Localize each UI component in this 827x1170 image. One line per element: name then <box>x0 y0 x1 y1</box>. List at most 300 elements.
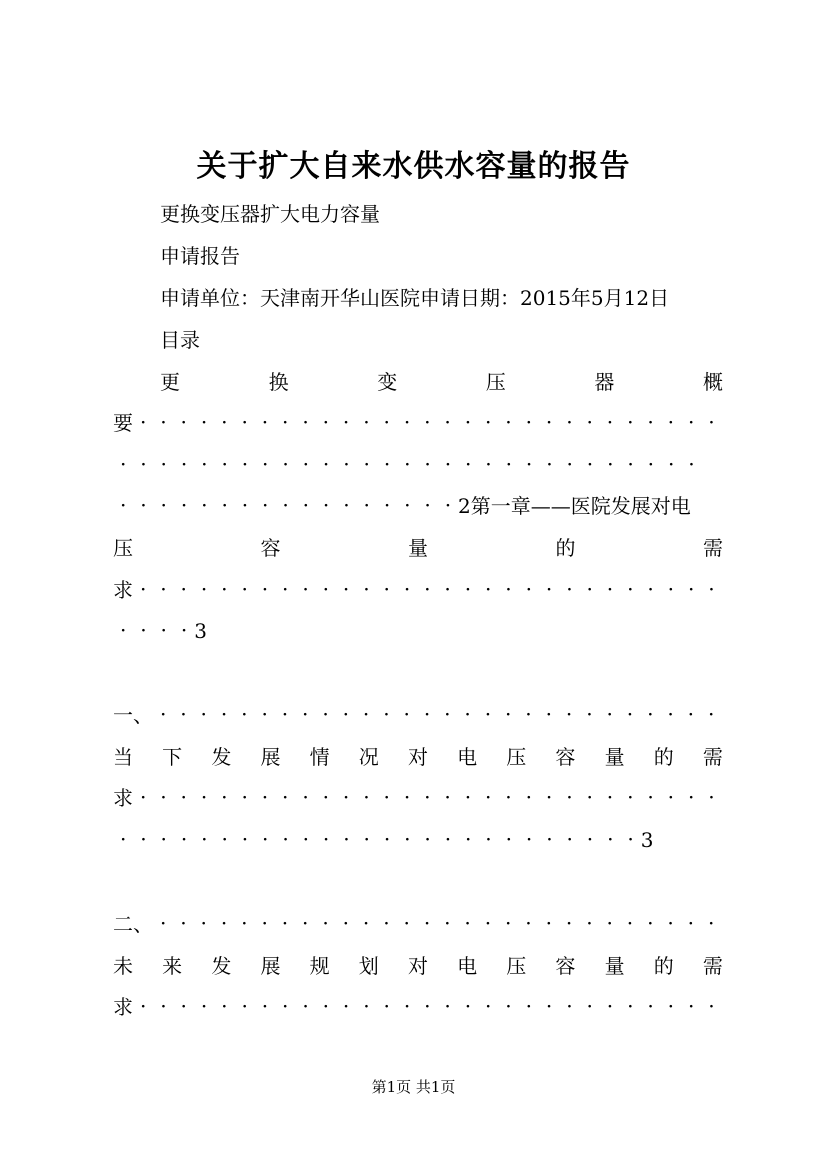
leader-dot: · <box>242 790 248 806</box>
toc-char: 需 <box>703 536 723 560</box>
leader-dot: · <box>303 790 308 806</box>
leader-dot: · <box>424 790 430 806</box>
toc-item2-leader-2 <box>113 616 723 646</box>
leader-dot: · <box>262 498 268 514</box>
toc-char: 的 <box>653 954 674 978</box>
leader-dot: · <box>282 582 288 598</box>
leader-dot: · <box>546 832 552 848</box>
leader-dot: · <box>587 457 593 473</box>
leader-dot: · <box>648 790 653 806</box>
leader-dot: · <box>444 707 450 723</box>
leader-dot: · <box>586 916 592 932</box>
leader-dot: · <box>201 415 207 431</box>
leader-dot: · <box>302 707 308 723</box>
leader-dot: · <box>709 415 714 431</box>
leader-dot: · <box>445 415 451 431</box>
leader-dot: · <box>627 790 633 806</box>
leader-dot: · <box>587 999 593 1015</box>
leader-dot: · <box>343 415 349 431</box>
toc-char: 当 <box>113 745 133 769</box>
leader-dot: · <box>688 999 694 1015</box>
toc-item2-spread <box>113 533 723 563</box>
leader-dot: · <box>425 498 431 514</box>
toc-page-number: 3 <box>194 619 207 643</box>
leader-dot: · <box>283 457 288 473</box>
leader-dot: · <box>546 457 552 473</box>
leader-dot: · <box>140 415 146 431</box>
leader-dot: · <box>485 790 491 806</box>
leader-dot: · <box>526 707 531 723</box>
leader-dot: · <box>222 498 228 514</box>
leader-dot: · <box>140 582 146 598</box>
leader-dot: · <box>505 916 511 932</box>
leader-dot: · <box>262 790 268 806</box>
leader-dot: · <box>363 707 369 723</box>
leader-dot: · <box>161 832 167 848</box>
toc-page-number: 3 <box>640 828 654 852</box>
leader-dot: · <box>647 707 653 723</box>
leader-dot: · <box>323 498 329 514</box>
toc-item1-spread <box>160 367 723 397</box>
toc-char: 对 <box>407 954 428 978</box>
leader-dot: · <box>709 999 714 1015</box>
document-type: 申请报告 <box>160 244 240 268</box>
toc-char: 量 <box>408 536 428 560</box>
leader-dot: · <box>384 832 390 848</box>
leader-dot: · <box>181 832 187 848</box>
leader-dot: · <box>506 999 511 1015</box>
toc-char: 器 <box>594 370 615 394</box>
leader-dot: · <box>141 498 146 514</box>
leader-dot: · <box>181 498 187 514</box>
leader-dot: · <box>424 415 430 431</box>
leader-dot: · <box>384 582 390 598</box>
leader-dot: · <box>424 707 430 723</box>
leader-dot: · <box>688 707 694 723</box>
leader-dot: · <box>506 457 512 473</box>
leader-dot: · <box>587 582 593 598</box>
leader-dot: · <box>546 582 552 598</box>
leader-dot: · <box>201 707 207 723</box>
leader-dot: · <box>424 582 430 598</box>
leader-dot: · <box>668 707 673 723</box>
leader-dot: · <box>668 415 674 431</box>
leader-dot: · <box>343 999 349 1015</box>
leader-dot: · <box>323 832 329 848</box>
leader-dot: · <box>404 999 410 1015</box>
leader-dot: · <box>343 498 349 514</box>
toc-char: 要 <box>113 411 133 435</box>
leader-dot: · <box>201 498 207 514</box>
leader-dot: · <box>404 498 410 514</box>
toc-char: 电 <box>457 954 478 978</box>
leader-dot: · <box>323 707 328 723</box>
leader-dot: · <box>363 790 369 806</box>
leader-dot: · <box>587 415 593 431</box>
leader-dot: · <box>607 916 613 932</box>
toc-char: 量 <box>604 954 625 978</box>
dot-leader <box>133 575 722 605</box>
leader-dot: · <box>201 582 207 598</box>
leader-dot: · <box>465 790 471 806</box>
leader-dot: · <box>627 999 633 1015</box>
toc-char: 发 <box>211 745 232 769</box>
leader-dot: · <box>262 707 268 723</box>
leader-dot: · <box>161 582 166 598</box>
leader-dot: · <box>709 582 714 598</box>
leader-dot: · <box>506 415 511 431</box>
leader-dot: · <box>364 498 370 514</box>
toc-char: 电 <box>457 745 478 769</box>
leader-dot: · <box>627 582 633 598</box>
toc-char: 求 <box>113 578 133 602</box>
leader-dot: · <box>668 999 674 1015</box>
leader-dot: · <box>648 457 654 473</box>
leader-dot: · <box>282 916 288 932</box>
leader-dot: · <box>627 916 633 932</box>
leader-dot: · <box>445 832 451 848</box>
leader-dot: · <box>120 498 126 514</box>
leader-dot: · <box>424 916 430 932</box>
toc-item1-leader-2 <box>113 450 723 480</box>
dot-leader <box>113 491 458 521</box>
leader-dot: · <box>566 582 572 598</box>
leader-dot: · <box>323 415 329 431</box>
leader-dot: · <box>465 707 471 723</box>
toc-item3-leader-2 <box>113 825 723 855</box>
leader-dot: · <box>343 457 349 473</box>
leader-dot: · <box>445 999 451 1015</box>
leader-dot: · <box>343 790 349 806</box>
leader-dot: · <box>384 999 390 1015</box>
leader-dot: · <box>688 916 694 932</box>
leader-dot: · <box>323 582 329 598</box>
leader-dot: · <box>181 999 187 1015</box>
toc-char: 需 <box>702 954 723 978</box>
leader-dot: · <box>668 916 673 932</box>
leader-dot: · <box>282 707 288 723</box>
toc-item1-leader-1 <box>113 408 723 438</box>
leader-dot: · <box>363 582 369 598</box>
leader-dot: · <box>546 415 552 431</box>
leader-dot: · <box>485 415 491 431</box>
leader-dot: · <box>668 790 674 806</box>
leader-dot: · <box>383 707 389 723</box>
leader-dot: · <box>689 457 694 473</box>
leader-dot: · <box>303 457 309 473</box>
leader-dot: · <box>221 790 227 806</box>
leader-dot: · <box>607 999 613 1015</box>
leader-dot: · <box>323 916 328 932</box>
leader-dot: · <box>465 582 471 598</box>
leader-dot: · <box>221 916 227 932</box>
toc-char: 展 <box>260 954 281 978</box>
leader-dot: · <box>668 582 674 598</box>
leader-dot: · <box>384 415 390 431</box>
leader-dot: · <box>161 623 167 639</box>
toc-item4-spread <box>113 951 723 981</box>
leader-dot: · <box>241 707 247 723</box>
leader-dot: · <box>262 457 268 473</box>
leader-dot: · <box>647 916 653 932</box>
dot-leader <box>153 909 721 939</box>
leader-dot: · <box>506 832 512 848</box>
leader-dot: · <box>262 916 268 932</box>
applicant-line: 申请单位：天津南开华山医院申请日期：2015年5月12日 <box>160 286 670 310</box>
leader-dot: · <box>303 415 308 431</box>
leader-dot: · <box>648 999 653 1015</box>
leader-dot: · <box>566 707 572 723</box>
leader-dot: · <box>526 999 532 1015</box>
leader-dot: · <box>668 457 674 473</box>
leader-dot: · <box>587 832 593 848</box>
leader-dot: · <box>526 457 532 473</box>
toc-char: 的 <box>555 536 576 560</box>
leader-dot: · <box>303 999 308 1015</box>
toc-char: 规 <box>309 954 330 978</box>
leader-dot: · <box>282 415 288 431</box>
toc-item2-leader-1 <box>113 575 723 605</box>
leader-dot: · <box>485 707 491 723</box>
toc-char: 量 <box>604 745 625 769</box>
leader-dot: · <box>404 457 410 473</box>
leader-dot: · <box>221 415 227 431</box>
dot-leader <box>153 700 721 730</box>
toc-prefix: 二、 <box>113 912 153 936</box>
leader-dot: · <box>708 707 714 723</box>
leader-dot: · <box>465 415 471 431</box>
leader-dot: · <box>526 582 532 598</box>
toc-heading: 目录 <box>160 328 200 352</box>
leader-dot: · <box>465 916 471 932</box>
toc-char: 发 <box>211 954 232 978</box>
toc-char: 容 <box>260 536 281 560</box>
leader-dot: · <box>424 999 430 1015</box>
leader-dot: · <box>607 832 613 848</box>
leader-dot: · <box>709 790 714 806</box>
leader-dot: · <box>201 832 207 848</box>
leader-dot: · <box>465 832 471 848</box>
toc-char: 来 <box>162 954 183 978</box>
leader-dot: · <box>242 582 248 598</box>
toc-char: 更 <box>160 370 180 394</box>
leader-dot: · <box>303 498 309 514</box>
leader-dot: · <box>141 832 146 848</box>
leader-dot: · <box>627 415 633 431</box>
leader-dot: · <box>242 832 248 848</box>
leader-dot: · <box>323 457 329 473</box>
toc-page-and-chapter: 2第一章——医院发展对电 <box>458 494 691 518</box>
leader-dot: · <box>567 832 573 848</box>
leader-dot: · <box>445 790 451 806</box>
toc-item4-prefix-line <box>113 909 723 939</box>
dot-leader <box>133 783 722 813</box>
leader-dot: · <box>283 832 288 848</box>
leader-dot: · <box>201 916 207 932</box>
leader-dot: · <box>323 790 329 806</box>
leader-dot: · <box>323 999 329 1015</box>
leader-dot: · <box>587 790 593 806</box>
leader-dot: · <box>343 707 349 723</box>
leader-dot: · <box>201 457 207 473</box>
leader-dot: · <box>485 582 491 598</box>
toc-char: 的 <box>653 745 674 769</box>
leader-dot: · <box>343 832 349 848</box>
leader-dot: · <box>607 707 613 723</box>
toc-char: 情 <box>309 745 330 769</box>
leader-dot: · <box>160 707 166 723</box>
leader-dot: · <box>486 832 491 848</box>
leader-dot: · <box>566 790 572 806</box>
leader-dot: · <box>161 498 167 514</box>
leader-dot: · <box>425 832 431 848</box>
leader-dot: · <box>688 582 694 598</box>
leader-dot: · <box>302 916 308 932</box>
leader-dot: · <box>688 790 694 806</box>
leader-dot: · <box>526 415 532 431</box>
toc-char: 展 <box>260 745 281 769</box>
toc-char: 容 <box>555 745 576 769</box>
leader-dot: · <box>242 498 248 514</box>
leader-dot: · <box>465 457 471 473</box>
dot-leader <box>113 825 641 855</box>
leader-dot: · <box>384 790 390 806</box>
leader-dot: · <box>140 999 146 1015</box>
leader-dot: · <box>141 457 146 473</box>
leader-dot: · <box>221 999 227 1015</box>
leader-dot: · <box>140 790 146 806</box>
leader-dot: · <box>566 415 572 431</box>
leader-dot: · <box>181 916 186 932</box>
leader-dot: · <box>262 582 268 598</box>
toc-char: 换 <box>268 370 289 394</box>
leader-dot: · <box>404 790 410 806</box>
leader-dot: · <box>282 999 288 1015</box>
leader-dot: · <box>566 999 572 1015</box>
toc-char: 求 <box>113 995 133 1019</box>
leader-dot: · <box>485 916 491 932</box>
leader-dot: · <box>141 623 146 639</box>
leader-dot: · <box>242 999 248 1015</box>
toc-char: 压 <box>485 370 506 394</box>
leader-dot: · <box>262 415 268 431</box>
leader-dot: · <box>181 623 187 639</box>
leader-dot: · <box>120 832 126 848</box>
leader-dot: · <box>343 582 349 598</box>
toc-char: 压 <box>506 954 527 978</box>
leader-dot: · <box>384 498 390 514</box>
leader-dot: · <box>567 457 573 473</box>
leader-dot: · <box>627 707 633 723</box>
leader-dot: · <box>648 582 653 598</box>
leader-dot: · <box>628 457 633 473</box>
toc-char: 未 <box>113 954 133 978</box>
dot-leader <box>113 616 194 646</box>
toc-item4-leader-1 <box>113 992 723 1022</box>
leader-dot: · <box>445 582 451 598</box>
leader-dot: · <box>242 415 248 431</box>
toc-char: 变 <box>377 370 398 394</box>
leader-dot: · <box>607 415 613 431</box>
leader-dot: · <box>526 916 531 932</box>
toc-char: 容 <box>555 954 576 978</box>
leader-dot: · <box>181 707 186 723</box>
leader-dot: · <box>384 457 390 473</box>
leader-dot: · <box>363 999 369 1015</box>
toc-item3-prefix-line <box>113 700 723 730</box>
leader-dot: · <box>404 832 410 848</box>
leader-dot: · <box>526 790 532 806</box>
leader-dot: · <box>181 582 187 598</box>
leader-dot: · <box>364 832 370 848</box>
toc-char: 划 <box>358 954 379 978</box>
leader-dot: · <box>363 415 369 431</box>
page-footer: 第1页 共1页 <box>371 1078 456 1096</box>
leader-dot: · <box>648 415 653 431</box>
leader-dot: · <box>404 916 410 932</box>
leader-dot: · <box>506 582 511 598</box>
leader-dot: · <box>222 457 228 473</box>
toc-char: 需 <box>702 745 723 769</box>
toc-char: 下 <box>162 745 183 769</box>
leader-dot: · <box>607 582 613 598</box>
leader-dot: · <box>120 457 126 473</box>
leader-dot: · <box>222 832 228 848</box>
leader-dot: · <box>486 457 491 473</box>
leader-dot: · <box>364 457 370 473</box>
leader-dot: · <box>404 582 410 598</box>
leader-dot: · <box>120 623 126 639</box>
toc-item3-leader-1 <box>113 783 723 813</box>
leader-dot: · <box>161 999 166 1015</box>
toc-char: 压 <box>506 745 527 769</box>
leader-dot: · <box>526 832 532 848</box>
leader-dot: · <box>708 916 714 932</box>
toc-char: 求 <box>113 786 133 810</box>
leader-dot: · <box>465 999 471 1015</box>
leader-dot: · <box>628 832 633 848</box>
leader-dot: · <box>181 790 187 806</box>
leader-dot: · <box>283 498 288 514</box>
leader-dot: · <box>445 457 451 473</box>
dot-leader <box>133 992 722 1022</box>
leader-dot: · <box>161 457 167 473</box>
leader-dot: · <box>282 790 288 806</box>
toc-char: 况 <box>358 745 379 769</box>
leader-dot: · <box>303 832 309 848</box>
leader-dot: · <box>160 916 166 932</box>
leader-dot: · <box>343 916 349 932</box>
leader-dot: · <box>404 415 410 431</box>
leader-dot: · <box>425 457 431 473</box>
leader-dot: · <box>262 832 268 848</box>
leader-dot: · <box>566 916 572 932</box>
leader-dot: · <box>485 999 491 1015</box>
leader-dot: · <box>241 916 247 932</box>
leader-dot: · <box>201 999 207 1015</box>
toc-char: 概 <box>702 370 723 394</box>
leader-dot: · <box>221 707 227 723</box>
leader-dot: · <box>201 790 207 806</box>
leader-dot: · <box>586 707 592 723</box>
leader-dot: · <box>383 916 389 932</box>
leader-dot: · <box>505 707 511 723</box>
leader-dot: · <box>181 415 187 431</box>
leader-dot: · <box>607 790 613 806</box>
leader-dot: · <box>607 457 613 473</box>
subtitle: 更换变压器扩大电力容量 <box>160 202 380 226</box>
leader-dot: · <box>161 790 166 806</box>
